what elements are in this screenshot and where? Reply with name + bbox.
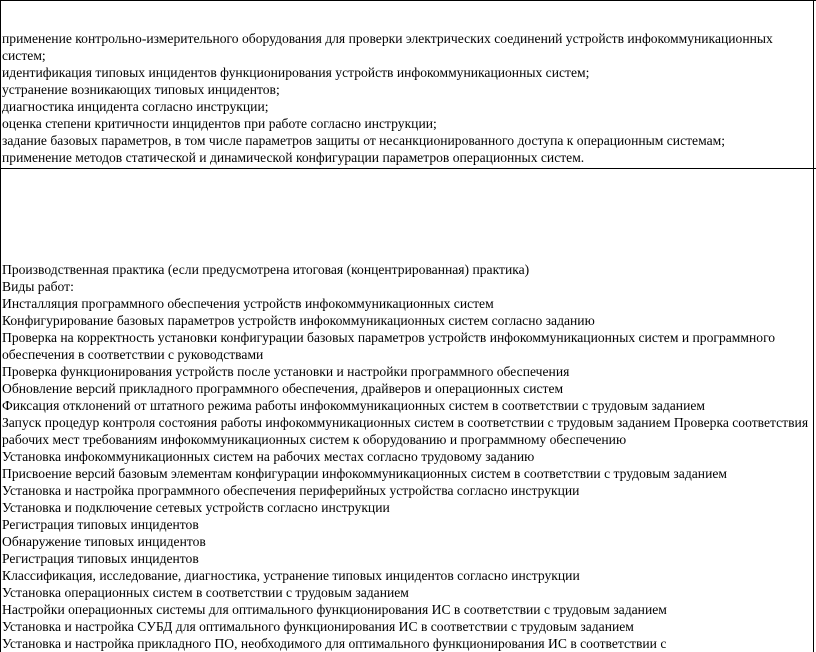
- table-right-border: [813, 0, 814, 652]
- competency-item: применение контрольно-измерительного оборудования для проверки электрических соединений устройств инфокоммуникационных систем;: [2, 31, 773, 63]
- competency-item: применение методов статической и динамической конфигурации параметров операционных систем.: [2, 150, 585, 165]
- work-item: Классификация, исследование, диагностика, устранение типовых инцидентов согласно инструкции: [2, 568, 580, 583]
- work-item: Установка и настройка прикладного ПО, необходимого для оптимального функционирования ИС в соответствии с: [2, 636, 667, 651]
- table-left-border: [0, 0, 1, 652]
- work-item: Обнаружение типовых инцидентов: [2, 534, 206, 549]
- work-item: Регистрация типовых инцидентов: [2, 517, 199, 532]
- work-item: Фиксация отклонений от штатного режима работы инфокоммуникационных систем в соответствии с трудовым заданием: [2, 398, 705, 413]
- work-item: Установка и настройка СУБД для оптимального функционирования ИС в соответствии с трудовым заданием: [2, 619, 634, 634]
- work-item: Обновление версий прикладного программного обеспечения, драйверов и операционных систем: [2, 381, 564, 396]
- work-item: Установка и подключение сетевых устройств согласно инструкции: [2, 500, 390, 515]
- work-item: Регистрация типовых инцидентов: [2, 551, 199, 566]
- work-item: Присвоение версий базовым элементам конфигурации инфокоммуникационных систем в соответствии с трудовым заданием: [2, 466, 727, 481]
- competency-item: устранение возникающих типовых инцидентов;: [2, 82, 280, 97]
- practice-section: [2, 261, 812, 652]
- work-item: Настройки операционных системы для оптимального функционирования ИС в соответствии с трудовым заданием: [2, 602, 667, 617]
- competency-item: оценка степени критичности инцидентов при работе согласно инструкции;: [2, 116, 437, 131]
- competency-item: диагностика инцидента согласно инструкции;: [2, 99, 269, 114]
- competency-list: [2, 30, 812, 166]
- table-top-border: [0, 0, 816, 1]
- work-item: Проверка функционирования устройств после установки и настройки программного обеспечения: [2, 364, 570, 379]
- competency-item: задание базовых параметров, в том числе параметров защиты от несанкционированного доступа к операционным системам;: [2, 133, 726, 148]
- work-item: Установка операционных систем в соответствии с трудовым заданием: [2, 585, 409, 600]
- work-item: Конфигурирование базовых параметров устройств инфокоммуникационных систем согласно заданию: [2, 313, 595, 328]
- work-item: Проверка на корректность установки конфигурации базовых параметров устройств инфокоммуникационных систем и программного обеспечения в соответствии с руководствами: [2, 330, 776, 362]
- row-divider: [0, 168, 816, 169]
- work-item: Установка инфокоммуникационных систем на рабочих местах согласно трудовому заданию: [2, 449, 535, 464]
- work-item: Инсталляция программного обеспечения устройств инфокоммуникационных систем: [2, 296, 494, 311]
- work-item: Установка и настройка программного обеспечения периферийных устройства согласно инструкции: [2, 483, 580, 498]
- competency-item: идентификация типовых инцидентов функционирования устройств инфокоммуникационных систем;: [2, 65, 590, 80]
- practice-title: Производственная практика (если предусмотрена итоговая (концентрированная) практика): [2, 262, 530, 277]
- work-item: Запуск процедур контроля состояния работы инфокоммуникационных систем в соответствии с трудовым заданием Проверка соответствия рабочих мест требованиям инфокоммуникационных систем к оборудованию и программному обеспечению: [2, 415, 809, 447]
- practice-subtitle: Виды работ:: [2, 279, 74, 294]
